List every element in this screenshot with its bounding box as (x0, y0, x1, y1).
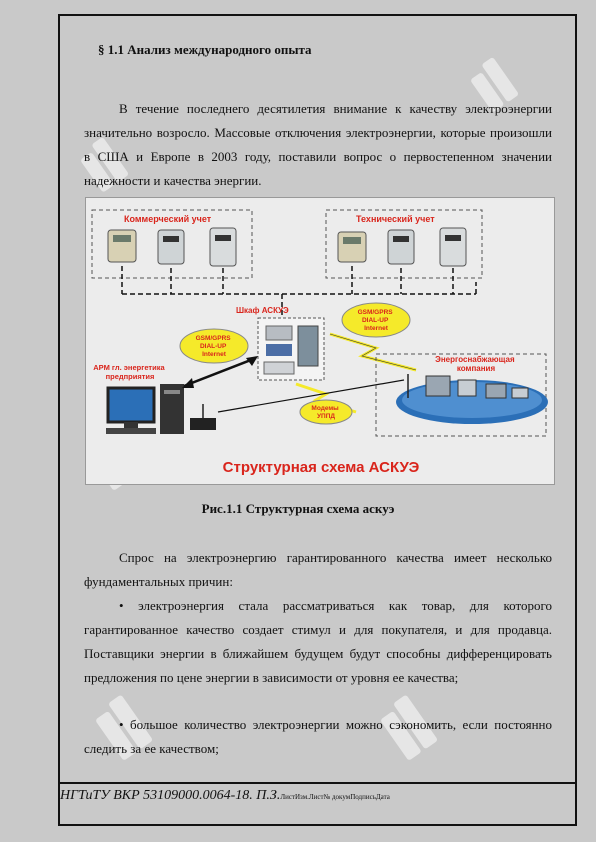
footer-stamp (60, 786, 390, 804)
paragraph-reasons: Спрос на электроэнергию гарантированного качества имеет несколько фундаментальных причин: (84, 550, 552, 589)
stamp-columns: ЛистИзм.Лист№ докумПодписьДата (280, 793, 390, 801)
meter-icon (158, 230, 184, 264)
figure-caption: Рис.1.1 Структурная схема аскуэ (201, 501, 395, 516)
meter-icon (440, 228, 466, 266)
modem-badge (300, 400, 352, 424)
paragraph-intro: В течение последнего десятилетия внимание к качеству электроэнергии значительно возросло. Массовые отключения электроэнергии, которые произошли в США и Европе в 2003 году, поставили вопрос о первостепенном значении надежности и качества энергии. (84, 101, 552, 188)
label-company: Энергоснабжающая компания (435, 355, 515, 373)
paragraph-bullet-2: • большое количество электроэнергии можно сэкономить, если постоянно следить за ее качеством; (84, 717, 552, 756)
meter-icon (338, 232, 366, 262)
svg-text:GSM/GPRS DIAL-UP I: GSM/GPRS DIAL-UP Internet (357, 309, 393, 332)
bus-lines (122, 266, 476, 316)
meter-icon (108, 230, 136, 262)
meter-icon (210, 228, 236, 266)
lightning-icon (330, 334, 416, 370)
modem-icon (190, 404, 216, 430)
label-technical: Технический учет (356, 214, 435, 224)
label-arm: АРМ гл. энергетика предприятия (93, 363, 165, 381)
svg-text:GSM/GPRS DIAL-UP I: GSM/GPRS DIAL-UP Internet (195, 335, 231, 358)
label-cabinet: Шкаф АСКУЭ (236, 306, 289, 315)
diagram-title: Структурная схема АСКУЭ (222, 459, 420, 476)
paragraph-bullet-1: • электроэнергия стала рассматриваться как товар, для которого гарантированное качество создает стимул и для покупателя, и для продавца. Поставщики энергии в ближайшем будущем будут способны дифференцировать предложения по цене энергии в зависимости от уровня ее качества; (84, 598, 552, 685)
askue-diagram (85, 197, 555, 485)
computer-icon (106, 384, 184, 434)
document-code: НГТиТУ ВКР 53109000.0064-18. П.З. (60, 788, 281, 803)
meter-icon (388, 230, 414, 264)
svg-text:Модемы УППД: Модемы УППД (311, 405, 339, 420)
section-title: § 1.1 Анализ международного опыта (98, 42, 312, 57)
label-commercial: Коммерческий учет (124, 214, 212, 224)
footer-divider (58, 782, 577, 784)
